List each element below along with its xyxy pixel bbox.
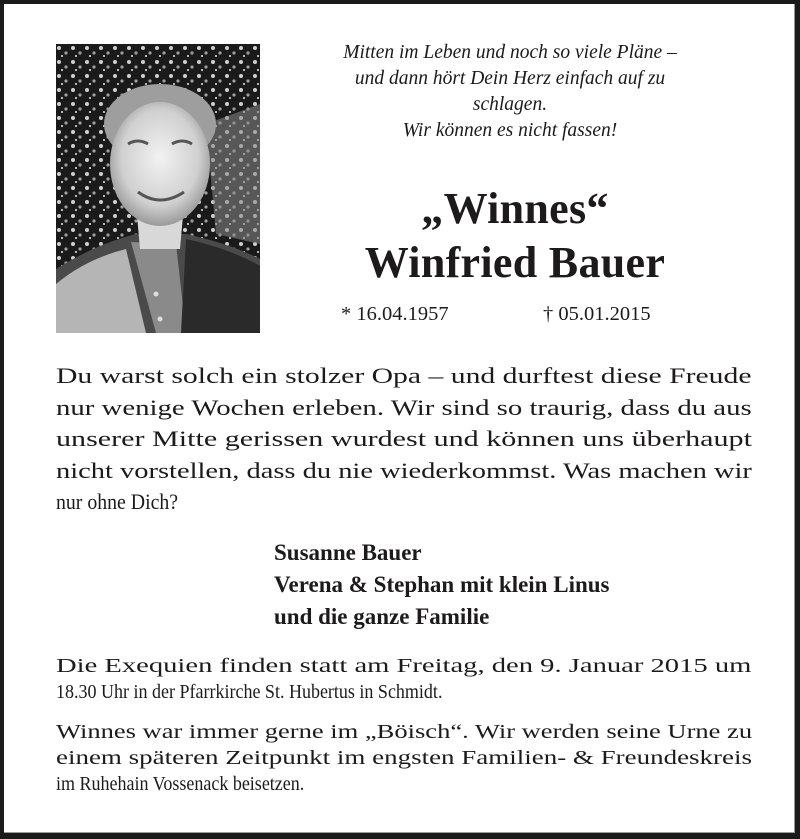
mourners-list <box>274 537 764 633</box>
portrait-image <box>56 44 260 333</box>
verse-line: und dann hört Dein Herz einfach auf zu <box>354 68 666 89</box>
message-line: unserer Mitte gerissen wurdest und können uns überhaupt <box>56 426 752 451</box>
message-line: nicht vorstellen, dass du nie wiederkommst. Was machen wir <box>56 457 752 483</box>
death-date: † 05.01.2015 <box>543 303 651 325</box>
mourner-line: Verena & Stephan mit klein Linus <box>274 572 610 597</box>
ceremony-line: 18.30 Uhr in der Pfarrkirche St. Hubertus in Schmidt. <box>56 680 443 703</box>
obituary-notice <box>4 4 795 833</box>
burial-line: einem späteren Zeitpunkt im engsten Familien- & Freundeskreis <box>56 747 752 769</box>
verse-line: schlagen. <box>472 94 548 115</box>
verse-line: Wir können es nicht fassen! <box>402 120 618 141</box>
birth-date: * 16.04.1957 <box>341 303 449 325</box>
full-name: Winfried Bauer <box>364 238 666 287</box>
deceased-name <box>300 182 730 290</box>
verse-line: Mitten im Leben und noch so viele Pläne – <box>343 42 677 63</box>
mourner-line: und die ganze Familie <box>274 604 490 629</box>
funeral-service-info <box>56 654 752 705</box>
message-line: Du warst solch ein stolzer Opa – und durftest diese Freude <box>56 363 752 388</box>
portrait-photo <box>56 44 260 333</box>
burial-info <box>56 719 752 797</box>
nickname: „Winnes“ <box>421 184 609 233</box>
mourner-line: Susanne Bauer <box>274 540 422 565</box>
ceremony-line: Die Exequien finden statt am Freitag, den 9. Januar 2015 um <box>56 655 752 677</box>
burial-line: Winnes war immer gerne im „Böisch“. Wir werden seine Urne zu <box>56 721 753 743</box>
memorial-verse <box>280 40 740 144</box>
burial-line: im Ruhehain Vossenack beisetzen. <box>56 773 305 795</box>
message-line: nur ohne Dich? <box>56 489 179 514</box>
personal-message <box>56 360 752 518</box>
message-line: nur wenige Wochen erleben. Wir sind so traurig, dass du aus <box>56 394 752 420</box>
